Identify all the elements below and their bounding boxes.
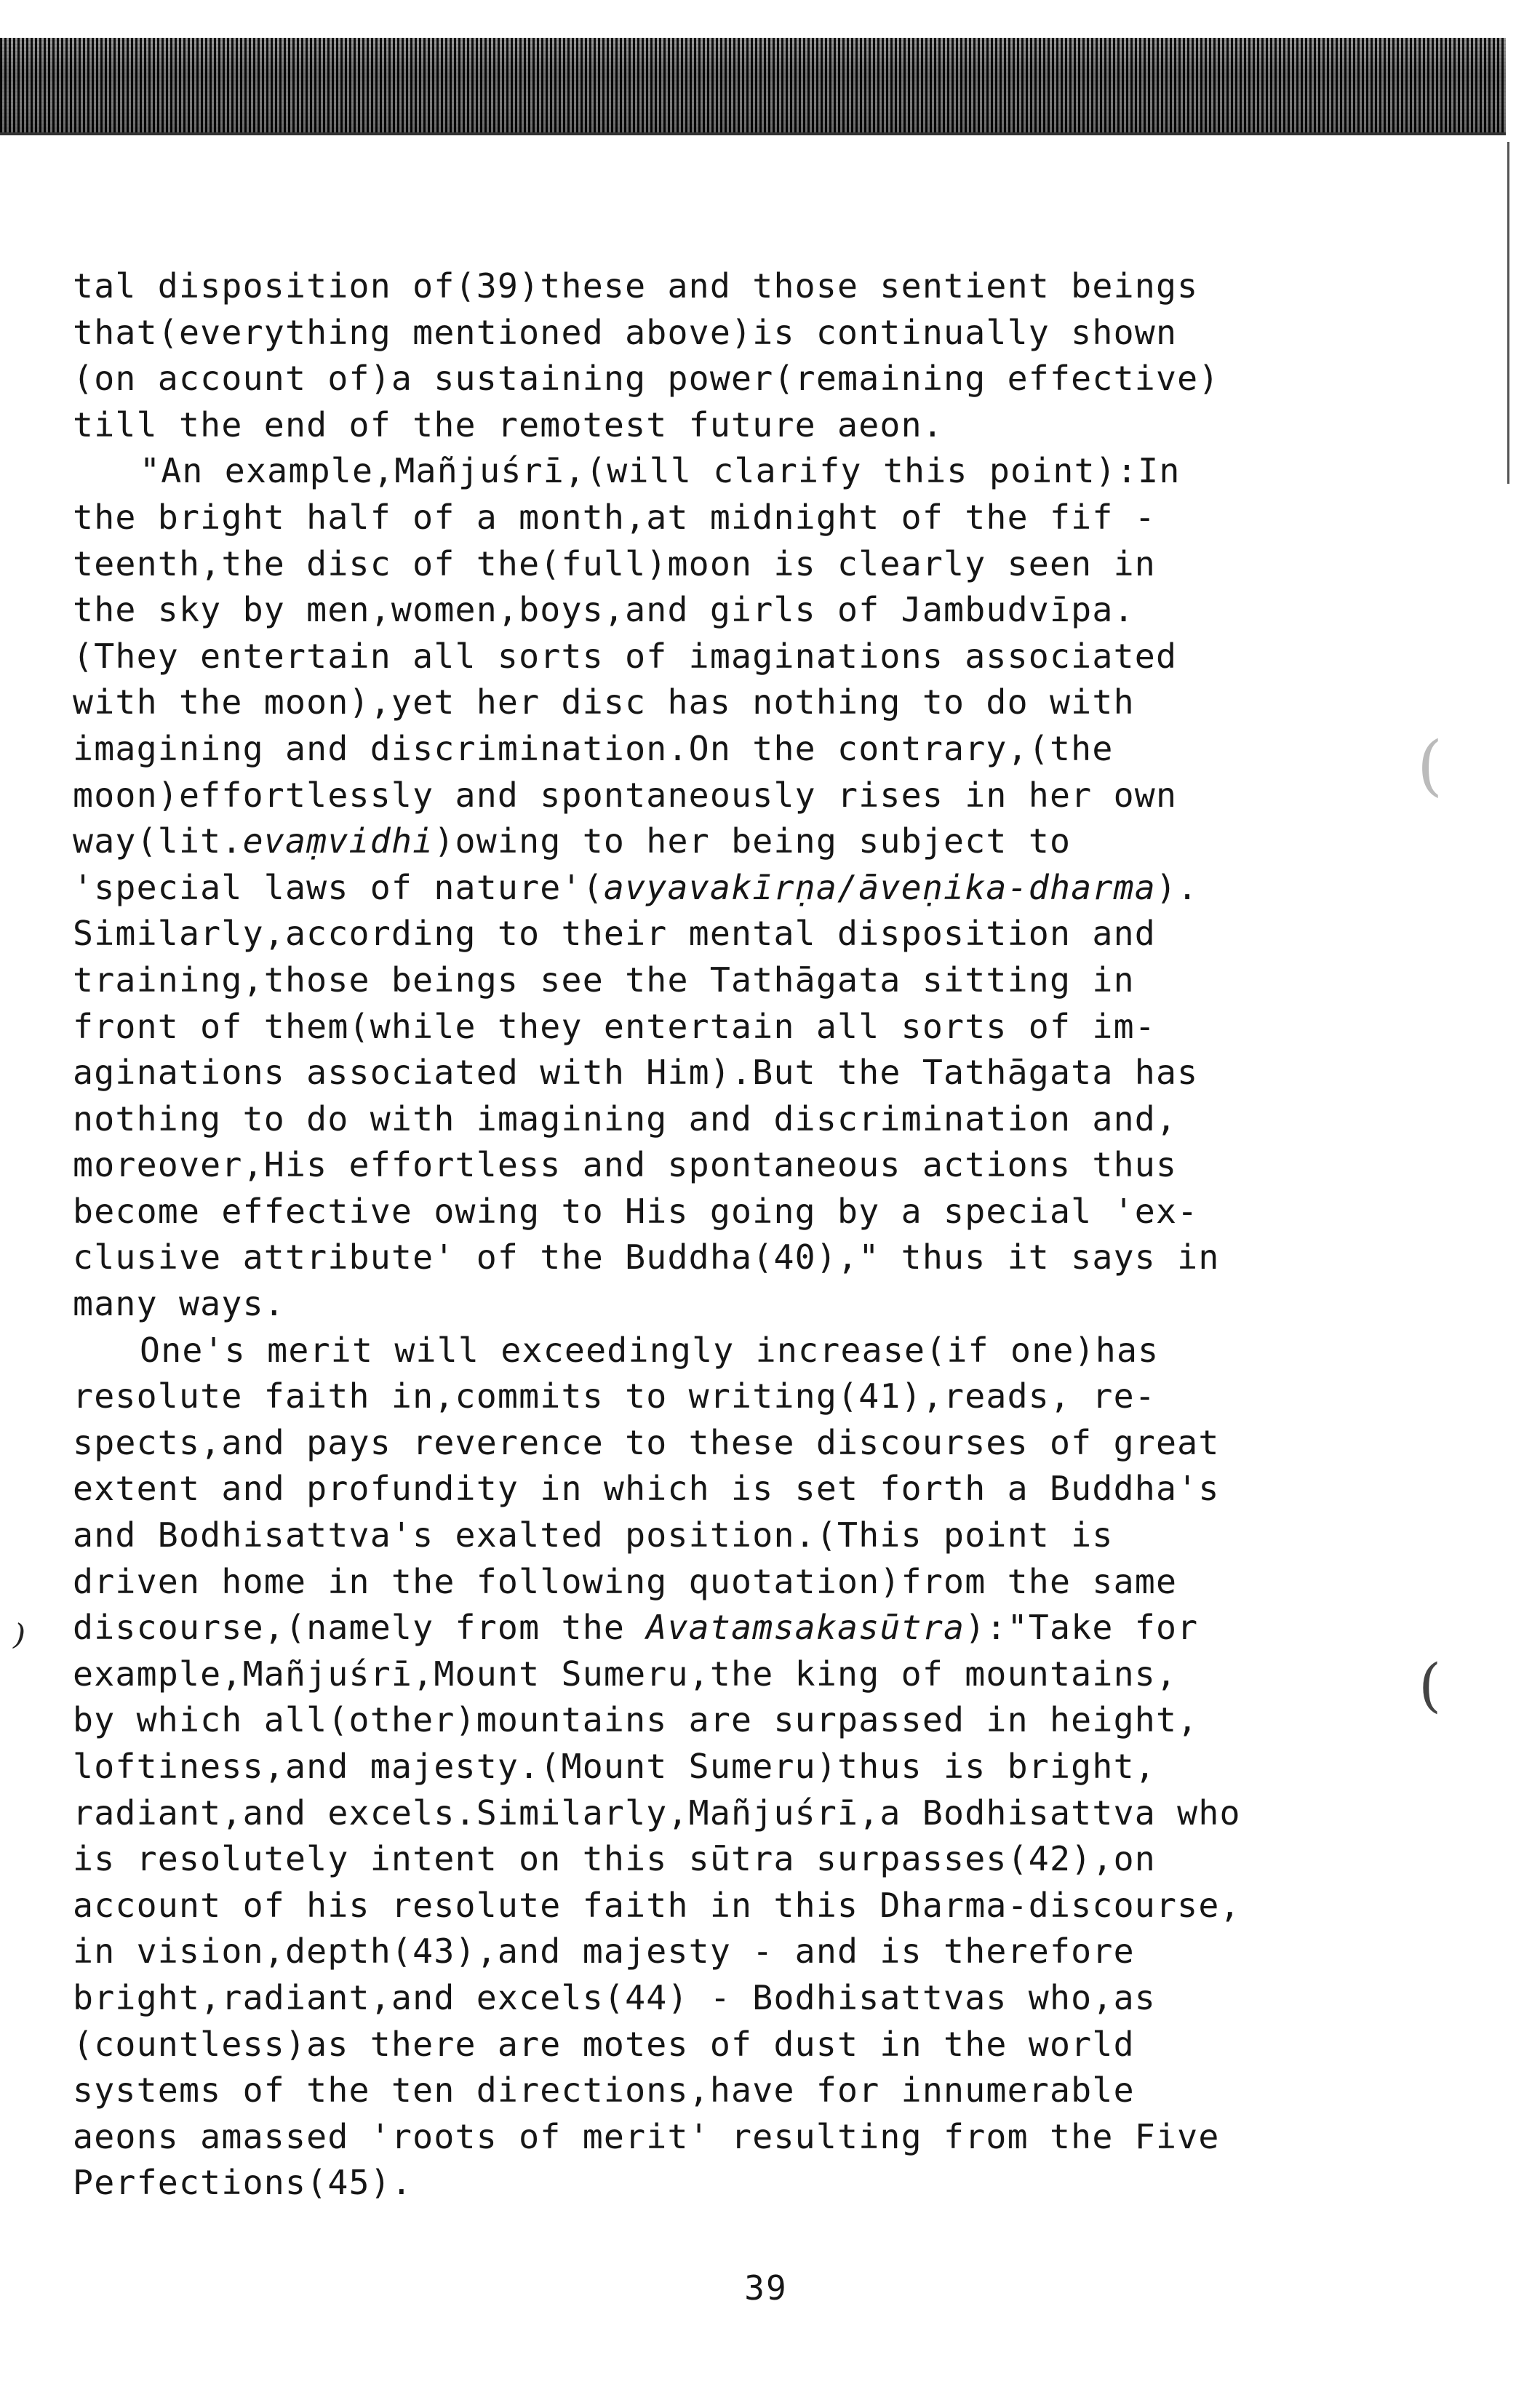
text-line: moon)effortlessly and spontaneously rises in her own [73, 775, 1178, 815]
text-line: the bright half of a month,at midnight of the fif - [73, 497, 1156, 537]
text-line-paragraph-start: One's merit will exceedingly increase(if one)has [140, 1330, 1160, 1370]
text-line: (They entertain all sorts of imaginations associated [73, 636, 1178, 676]
text-line: imagining and discrimination.On the contrary,(the [73, 728, 1114, 768]
text-line: the sky by men,women,boys,and girls of Jambudvīpa. [73, 590, 1135, 630]
text-line: moreover,His effortless and spontaneous actions thus [73, 1145, 1178, 1185]
text-line: tal disposition of(39)these and those sentient beings [73, 266, 1199, 306]
margin-pencil-mark: ( [1417, 727, 1443, 804]
text-line: with the moon),yet her disc has nothing to do with [73, 682, 1135, 722]
text-line: is resolutely intent on this sūtra surpasses(42),on [73, 1839, 1156, 1879]
text-line: teenth,the disc of the(full)moon is clearly seen in [73, 543, 1156, 583]
text-line: resolute faith in,commits to writing(41),reads, re- [73, 1376, 1156, 1416]
text-line: discourse,(namely from the Avatamsakasūtra):"Take for [73, 1608, 1199, 1648]
text-line: loftiness,and majesty.(Mount Sumeru)thus is bright, [73, 1747, 1156, 1786]
text-line: example,Mañjuśrī,Mount Sumeru,the king of mountains, [73, 1654, 1178, 1694]
text-line: radiant,and excels.Similarly,Mañjuśrī,a Bodhisattva who [73, 1793, 1241, 1833]
text-line: nothing to do with imagining and discrimination and, [73, 1099, 1178, 1139]
text-line: clusive attribute' of the Buddha(40)," thus it says in [73, 1237, 1220, 1277]
text-line: way(lit.evaṃvidhi)owing to her being subject to [73, 821, 1072, 861]
page-number: 39 [744, 2268, 788, 2308]
text-line: many ways. [73, 1284, 285, 1324]
text-line: (on account of)a sustaining power(remaining effective) [73, 359, 1220, 399]
text-line: driven home in the following quotation)from the same [73, 1561, 1178, 1601]
text-line: systems of the ten directions,have for innumerable [73, 2070, 1135, 2110]
text-line: become effective owing to His going by a special 'ex- [73, 1191, 1199, 1231]
text-line: front of them(while they entertain all sorts of im- [73, 1006, 1156, 1046]
margin-pencil-paren: ( [1419, 1651, 1442, 1719]
scanned-top-edge-line [0, 132, 1506, 135]
text-line: 'special laws of nature'(avyavakīrṇa/āveṇika-dharma). [73, 867, 1199, 907]
text-line: and Bodhisattva's exalted position.(This point is [73, 1515, 1114, 1555]
italic-term-dharma: avyavakīrṇa/āveṇika-dharma [603, 867, 1156, 907]
text-line: training,those beings see the Tathāgata sitting in [73, 960, 1135, 1000]
text-line: bright,radiant,and excels(44) - Bodhisattvas who,as [73, 1977, 1156, 2017]
text-line: spects,and pays reverence to these discourses of great [73, 1422, 1220, 1462]
text-line: that(everything mentioned above)is continually shown [73, 312, 1178, 352]
text-line: aginations associated with Him).But the Tathāgata has [73, 1053, 1199, 1093]
text-line: (countless)as there are motes of dust in the world [73, 2024, 1135, 2064]
text-line: aeons amassed 'roots of merit' resulting from the Five [73, 2116, 1220, 2156]
text-line: Perfections(45). [73, 2163, 413, 2203]
body-text [73, 263, 1426, 2206]
margin-vertical-rule [1507, 142, 1509, 484]
text-line: till the end of the remotest future aeon. [73, 404, 944, 444]
text-line: by which all(other)mountains are surpassed in height, [73, 1700, 1199, 1740]
text-line: Similarly,according to their mental disposition and [73, 914, 1156, 954]
margin-handwritten-mark: ⁾ [13, 1614, 26, 1673]
text-line: in vision,depth(43),and majesty - and is therefore [73, 1931, 1135, 1972]
scanned-top-edge-band [0, 38, 1506, 132]
italic-term-evamvidhi: evaṃvidhi [242, 821, 434, 861]
text-line-paragraph-start: "An example,Mañjuśrī,(will clarify this point):In [140, 451, 1181, 491]
text-line: extent and profundity in which is set forth a Buddha's [73, 1469, 1220, 1509]
text-line: account of his resolute faith in this Dharma-discourse, [73, 1885, 1241, 1925]
italic-sutra-title: Avatamsakasūtra [646, 1608, 965, 1648]
